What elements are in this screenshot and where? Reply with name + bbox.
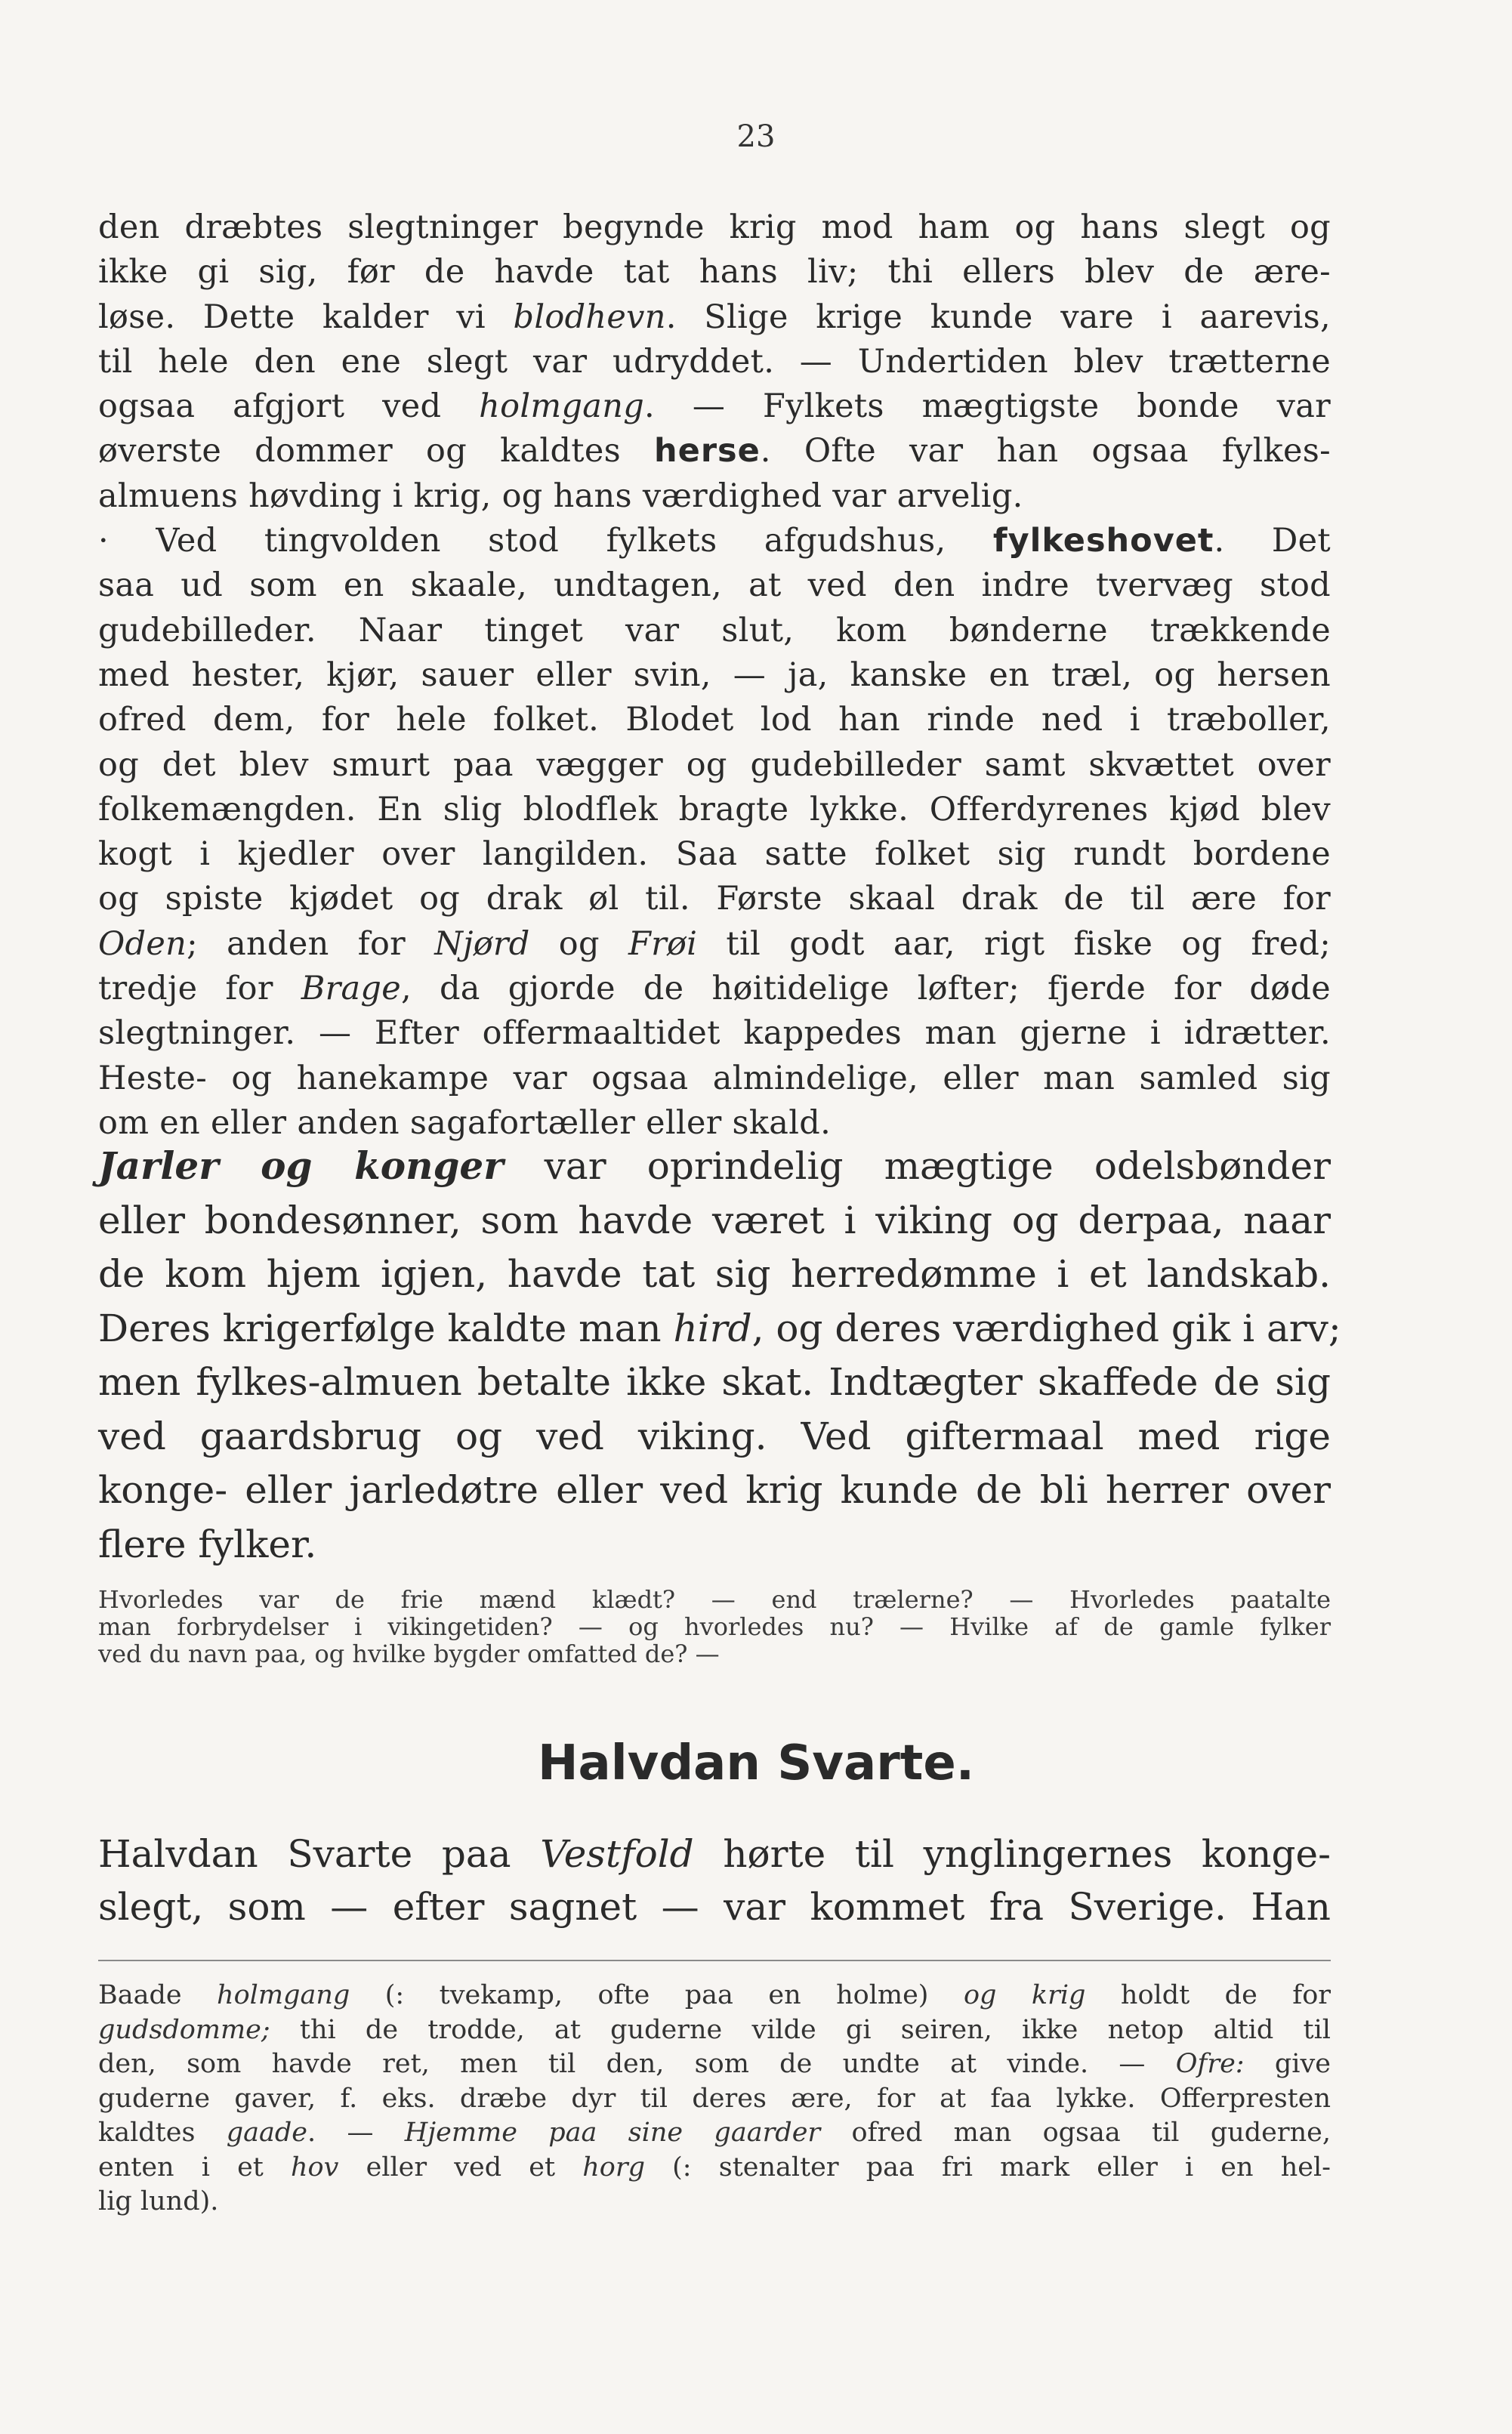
term-herse: herse <box>654 432 761 470</box>
text-line: ved du navn paa, og hvilke bygder omfatted de? — <box>98 1640 720 1668</box>
paragraph-halvdan-svarte <box>98 1828 1331 1933</box>
text-line: gudsdomme; thi de trodde, at guderne vilde gi seiren, ikke netop altid til <box>98 2014 1331 2045</box>
text-line: de kom hjem igjen, havde tat sig herredømme i et landskab. <box>98 1252 1331 1296</box>
text-line: Hvorledes var de frie mænd klædt? — end trælerne? — Hvorledes paatalte <box>98 1585 1331 1614</box>
text-line: Deres krigerfølge kaldte man hird, og deres værdighed gik i arv; <box>98 1306 1341 1350</box>
text-line: · Ved tingvolden stod fylkets afgudshus, fylkeshovet. Det <box>98 522 1331 560</box>
text-line: Halvdan Svarte paa Vestfold hørte til ynglingernes konge- <box>98 1832 1331 1876</box>
text-line: folkemængden. En slig blodflek bragte lykke. Offerdyrenes kjød blev <box>98 790 1331 828</box>
text-line: ved gaardsbrug og ved viking. Ved giftermaal med rige <box>98 1414 1331 1458</box>
review-questions <box>98 1586 1331 1667</box>
term-og-krig: og krig <box>963 1980 1086 2010</box>
text-line: den, som havde ret, men til den, som de undte at vinde. — Ofre: give <box>98 2049 1331 2079</box>
term-ofre: Ofre: <box>1175 2049 1245 2079</box>
term-brage: Brage <box>301 970 401 1008</box>
term-hjemme-paa-sine-gaarder: Hjemme paa sine gaarder <box>404 2118 821 2148</box>
term-horg: horg <box>582 2152 645 2183</box>
text-line: Jarler og konger var oprindelig mægtige odelsbønder <box>98 1143 1331 1188</box>
text-line: almuens høvding i krig, og hans værdighed var arvelig. <box>98 477 1023 515</box>
term-holmgang: holmgang <box>217 1980 350 2010</box>
text-line: slegt, som — efter sagnet — var kommet fra Sverige. Han <box>98 1885 1331 1929</box>
text-line: slegtninger. — Efter offermaaltidet kappedes man gjerne i idrætter. <box>98 1014 1331 1053</box>
text-line: løse. Dette kalder vi blodhevn. Slige krige kunde vare i aarevis, <box>98 298 1331 336</box>
term-njord: Njørd <box>434 924 530 963</box>
page-number: 23 <box>736 119 776 154</box>
text-line: konge- eller jarledøtre eller ved krig kunde de bli herrer over <box>98 1468 1331 1512</box>
term-hird: hird <box>673 1306 752 1350</box>
footnote-divider <box>98 1960 1331 1961</box>
text-line: om en eller anden sagafortæller eller skald. <box>98 1103 832 1142</box>
footnote <box>98 1979 1331 2220</box>
text-line: Heste- og hanekampe var ogsaa almindelige, eller man samled sig <box>98 1059 1331 1097</box>
paragraph-jarls-and-kings <box>98 1139 1341 1572</box>
term-vestfold: Vestfold <box>540 1832 694 1876</box>
text-line: tredje for Brage, da gjorde de høitidelige løfter; fjerde for døde <box>98 970 1331 1008</box>
text-line: kogt i kjedler over langilden. Saa satte folket sig rundt bordene <box>98 835 1331 874</box>
text-line: enten i et hov eller ved et horg (: stenalter paa fri mark eller i en hel- <box>98 2152 1331 2183</box>
section-heading: Halvdan Svarte. <box>537 1735 975 1791</box>
term-fylkeshovet: fylkeshovet <box>992 522 1214 560</box>
term-jarler-og-konger: Jarler og konger <box>98 1143 504 1188</box>
text-line: ikke gi sig, før de havde tat hans liv; thi ellers blev de ære- <box>98 253 1331 292</box>
term-gudsdomme: gudsdomme; <box>98 2014 270 2045</box>
text-line: og det blev smurt paa vægger og gudebilleder samt skvættet over <box>98 745 1331 784</box>
text-line: kaldtes gaade. — Hjemme paa sine gaarder ofred man ogsaa til guderne, <box>98 2118 1331 2148</box>
text-line: lig lund). <box>98 2186 219 2217</box>
text-line: man forbrydelser i vikingetiden? — og hvorledes nu? — Hvilke af de gamle fylker <box>98 1612 1331 1641</box>
text-line: guderne gaver, f. eks. dræbe dyr til deres ære, for at faa lykke. Offerpresten <box>98 2083 1331 2114</box>
text-line: Oden; anden for Njørd og Frøi til godt aar, rigt fiske og fred; <box>98 924 1331 963</box>
term-hov: hov <box>291 2152 339 2183</box>
text-line: eller bondesønner, som havde været i viking og derpaa, naar <box>98 1198 1331 1242</box>
text-line: øverste dommer og kaldtes herse. Ofte var han ogsaa fylkes- <box>98 432 1331 470</box>
term-holmgang: holmgang <box>479 387 645 426</box>
term-oden: Oden <box>98 924 187 963</box>
text-line: den dræbtes slegtninger begynde krig mod ham og hans slegt og <box>98 208 1331 246</box>
text-line: men fylkes-almuen betalte ikke skat. Indtægter skaffede de sig <box>98 1360 1331 1404</box>
text-line: med hester, kjør, sauer eller svin, — ja, kanske en træl, og hersen <box>98 656 1331 694</box>
text-line: ogsaa afgjort ved holmgang. — Fylkets mægtigste bonde var <box>98 387 1331 426</box>
text-line: Baade holmgang (: tvekamp, ofte paa en holme) og krig holdt de for <box>98 1980 1331 2010</box>
text-line: saa ud som en skaale, undtagen, at ved den indre tvervæg stod <box>98 566 1331 605</box>
text-line: gudebilleder. Naar tinget var slut, kom bønderne trækkende <box>98 611 1331 649</box>
paragraph-blood-feud-and-offerings <box>98 205 1331 1146</box>
text-line: ofred dem, for hele folket. Blodet lod han rinde ned i træboller, <box>98 701 1331 739</box>
text-line: og spiste kjødet og drak øl til. Første skaal drak de til ære for <box>98 880 1331 918</box>
term-blodhevn: blodhevn <box>513 298 666 336</box>
text-line: til hele den ene slegt var udryddet. — Undertiden blev trætterne <box>98 342 1331 381</box>
term-gaade: gaade <box>226 2118 307 2148</box>
text-line: flere fylker. <box>98 1522 317 1566</box>
term-froi: Frøi <box>628 924 698 963</box>
